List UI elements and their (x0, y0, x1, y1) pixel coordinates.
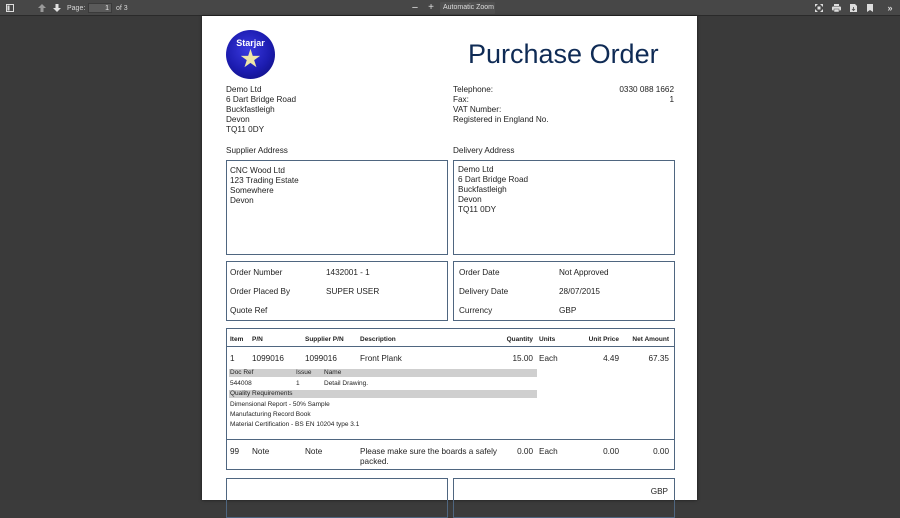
cell-pn: Note (252, 447, 270, 456)
cell-description (360, 447, 497, 467)
address-line: Devon (226, 115, 250, 124)
cell-item: 99 (230, 447, 240, 456)
arrow-down-icon (53, 4, 61, 12)
page-label: Page: (67, 4, 86, 12)
company-address (226, 85, 296, 135)
supplier-address-box (226, 160, 448, 255)
address-line: CNC Wood Ltd (230, 166, 285, 175)
quality-item: Dimensional Report - 50% Sample (230, 401, 330, 408)
sidebar-toggle-icon (6, 4, 14, 12)
cell-unit-price: 4.49 (603, 354, 619, 363)
header-units: Units (539, 336, 556, 343)
supplier-address-label: Supplier Address (226, 146, 288, 155)
document-viewer[interactable] (0, 16, 900, 500)
presentation-mode-button[interactable] (813, 0, 825, 16)
cell-supplier-pn: 1099016 (305, 354, 337, 363)
doc-ref-header: Doc Ref (230, 369, 254, 376)
address-line: Demo Ltd (226, 85, 262, 94)
notes-box (226, 478, 448, 518)
zoom-select[interactable] (440, 2, 495, 14)
delivery-date-label: Delivery Date (459, 287, 509, 296)
sidebar-toggle-button[interactable] (4, 0, 16, 16)
description-line: packed. (360, 457, 389, 466)
address-line: 123 Trading Estate (230, 176, 299, 185)
totals-box (453, 478, 675, 518)
cell-net-amount: 67.35 (648, 354, 669, 363)
tools-button[interactable] (884, 0, 896, 16)
cell-description: Front Plank (360, 354, 402, 363)
fax-label: Fax: (453, 95, 469, 104)
doc-header-bar (229, 369, 537, 377)
presentation-mode-icon (815, 4, 823, 12)
address-line: 6 Dart Bridge Road (226, 95, 297, 104)
zoom-in-button[interactable]: + (428, 2, 434, 13)
cell-pn: 1099016 (252, 354, 284, 363)
header-unit-price: Unit Price (588, 336, 619, 343)
print-button[interactable] (830, 0, 842, 16)
order-dates-box (453, 261, 675, 321)
header-supplier-pn: Supplier P/N (305, 336, 344, 343)
address-line: TQ11 0DY (458, 205, 497, 214)
currency-value: GBP (559, 306, 577, 315)
cell-units: Each (539, 447, 558, 456)
doc-ref-value: 544008 (230, 380, 252, 387)
page-count: of 3 (116, 4, 128, 12)
star-icon: ★ (239, 45, 262, 73)
header-quantity: Quantity (506, 336, 533, 343)
address-line: Somewhere (230, 186, 274, 195)
document-title: Purchase Order (468, 39, 659, 69)
order-info-box (226, 261, 448, 321)
bookmark-button[interactable] (864, 0, 876, 16)
order-date-label: Order Date (459, 268, 500, 277)
order-placed-by-label: Order Placed By (230, 287, 291, 296)
cell-quantity: 0.00 (517, 447, 533, 456)
doc-name-value: Detail Drawing. (324, 380, 369, 387)
cell-net-amount: 0.00 (653, 447, 669, 456)
contact-labels (453, 85, 549, 125)
address-line: Buckfastleigh (226, 105, 275, 114)
header-item: Item (230, 336, 244, 343)
zoom-out-button[interactable]: − (411, 2, 419, 14)
header-description: Description (360, 336, 396, 343)
zoom-select-value: Automatic Zoom (443, 4, 494, 11)
double-chevron-right-icon: » (887, 3, 893, 13)
doc-issue-header: Issue (296, 369, 312, 376)
header-net-amount: Net Amount (632, 336, 669, 343)
address-line: Devon (458, 195, 482, 204)
currency-label: Currency (459, 306, 493, 315)
previous-page-button[interactable] (36, 0, 48, 16)
order-date-value: Not Approved (559, 268, 609, 277)
totals-currency: GBP (650, 487, 668, 496)
cell-supplier-pn: Note (305, 447, 323, 456)
order-placed-by-value: SUPER USER (326, 287, 380, 296)
address-line: 6 Dart Bridge Road (458, 175, 529, 184)
header-divider (227, 346, 674, 347)
arrow-up-icon (38, 4, 46, 12)
doc-issue-value: 1 (296, 380, 300, 387)
delivery-address-label: Delivery Address (453, 146, 515, 155)
items-table (226, 328, 675, 470)
print-icon (832, 4, 841, 12)
quality-item: Material Certification - BS EN 10204 type 3.1 (230, 421, 360, 428)
page-number-input[interactable] (88, 3, 112, 13)
delivery-date-value: 28/07/2015 (559, 287, 600, 296)
address-line: Buckfastleigh (458, 185, 507, 194)
order-number-value: 1432001 - 1 (326, 268, 370, 277)
company-logo (226, 30, 275, 79)
delivery-address-box (453, 160, 675, 255)
download-icon (850, 4, 857, 12)
telephone-label: Telephone: (453, 85, 494, 94)
cell-quantity: 15.00 (512, 354, 533, 363)
header-pn: P/N (252, 336, 263, 343)
row-divider (227, 439, 674, 440)
pdf-toolbar (0, 0, 900, 16)
quote-ref-label: Quote Ref (230, 306, 268, 315)
bookmark-icon (867, 4, 873, 12)
download-button[interactable] (847, 0, 859, 16)
order-number-label: Order Number (230, 268, 283, 277)
cell-unit-price: 0.00 (603, 447, 619, 456)
address-line: Demo Ltd (458, 165, 494, 174)
registration-label: Registered in England No. (453, 115, 549, 124)
description-line: Please make sure the boards a safely (360, 447, 497, 456)
cell-item: 1 (230, 354, 235, 363)
quality-requirements-header: Quality Requirements (230, 390, 293, 397)
doc-name-header: Name (324, 369, 342, 376)
next-page-button[interactable] (51, 0, 63, 16)
vat-number-label: VAT Number: (453, 105, 502, 114)
address-line: Devon (230, 196, 254, 205)
telephone-value: 0330 088 1662 (619, 85, 674, 94)
quality-item: Manufacturing Record Book (230, 411, 311, 418)
address-line: TQ11 0DY (226, 125, 265, 134)
cell-units: Each (539, 354, 558, 363)
logo-text: Starjar (236, 38, 265, 48)
fax-value: 1 (669, 95, 674, 104)
contact-values (582, 85, 674, 105)
pdf-page (202, 16, 697, 500)
